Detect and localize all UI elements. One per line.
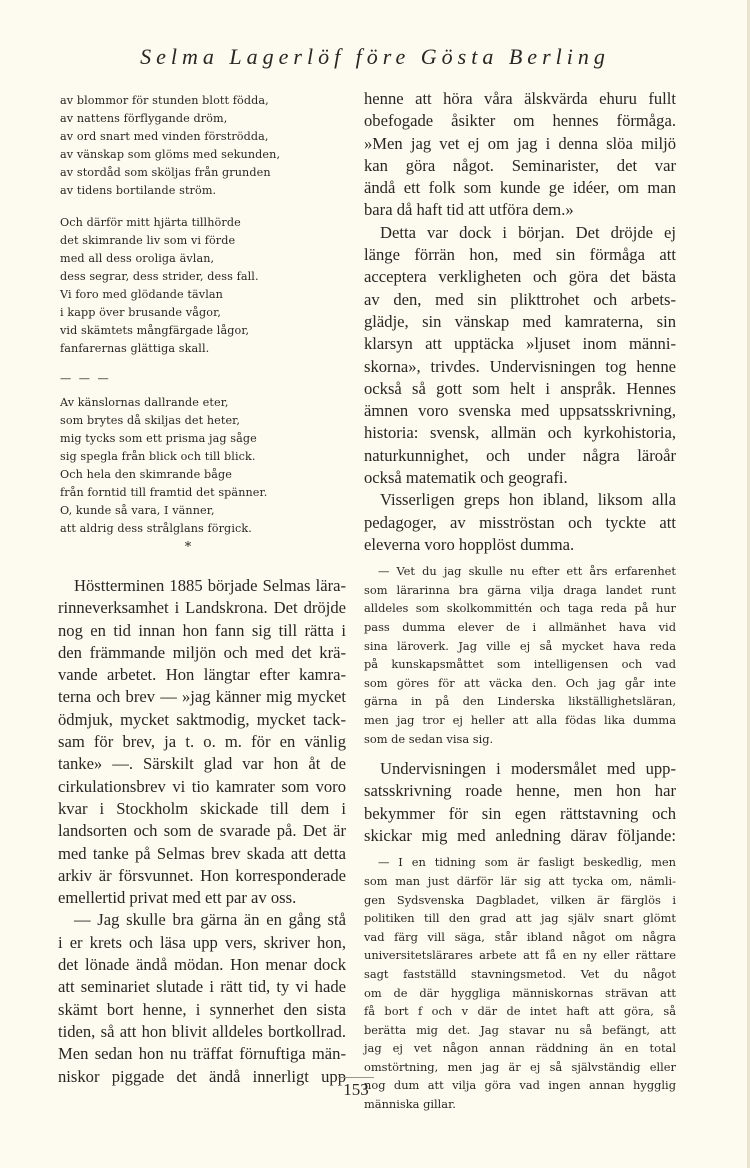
text-line: av den, med sin plikttrohet och arbets- — [364, 289, 676, 309]
right-column — [364, 88, 676, 1114]
text-line: terna och brev — »jag känner mig mycket — [58, 687, 346, 707]
text-line: Visserligen greps hon ibland, liksom alla — [380, 490, 676, 510]
text-line: men jag tror ej heller att alla födas lika dumma — [364, 712, 676, 727]
text-line: med tanke på Selmas brev skada att detta — [58, 843, 346, 863]
poem-line: av stordåd som sköljas från grunden — [60, 166, 271, 179]
text-line: omstörtning, men jag är ej så självständig eller — [364, 1059, 676, 1074]
text-line: det lönade ändå mödan. Hon menar dock — [58, 955, 346, 975]
poem-line: av nattens förflygande dröm, — [60, 112, 228, 125]
text-line: som de sedan visa sig. — [364, 731, 494, 746]
text-line: naturkunnighet, och under några läroår — [364, 445, 676, 465]
text-line: — I en tidning som är fasligt beskedlig, men — [378, 855, 676, 870]
text-line: bekymmer för sin egen rättstavning och — [364, 803, 676, 823]
paragraph-1 — [364, 88, 676, 222]
running-head: Selma Lagerlöf före Gösta Berling — [140, 44, 610, 69]
text-line: som göres för att väcka den. Och jag går inte — [364, 675, 676, 690]
text-line: henne att höra våra älskvärda ehuru fullt — [364, 89, 676, 108]
poem-line: av blommor för stunden blott födda, — [60, 94, 269, 107]
text-line: om de där hyggliga människornas strävan att — [364, 985, 676, 1000]
poem-line: Vi foro med glödande tävlan — [60, 288, 223, 301]
left-body-text — [58, 575, 346, 1088]
text-line: kan göra något. Seminarister, det var — [364, 155, 676, 175]
poem-line: sig spegla från blick och till blick. — [60, 450, 256, 463]
poem-line: dess segrar, dess strider, dess fall. — [60, 270, 259, 283]
text-line: den främmande miljön och med det krä- — [58, 642, 346, 662]
poem-line: mig tycks som ett prisma jag såge — [60, 432, 257, 445]
poem-line: av ord snart med vinden förströdda, — [60, 130, 269, 143]
text-line: bara då haft tid att utföra dem.» — [364, 200, 574, 220]
text-line: glädje, sin vänskap med kamraterna, sin — [364, 311, 676, 331]
poem-line: det skimrande liv som vi förde — [60, 234, 236, 247]
poem-line: fanfarernas glättiga skall. — [60, 342, 210, 355]
poem-line: av vänskap som glöms med sekunden, — [60, 148, 281, 161]
poem-line: med all dess oroliga ävlan, — [60, 252, 215, 265]
poem-line: som brytes då skiljas det heter, — [60, 414, 241, 427]
text-line: obefogade åsikter om hennes förmåga. — [364, 111, 676, 131]
text-line: att seminariet slutade i rätt tid, ty vi hade — [58, 977, 346, 997]
text-line: tanke» —. Särskilt glad var hon åt de — [58, 754, 346, 774]
text-line: pass dumma elever de i allmänhet hava vid — [364, 620, 676, 635]
text-line: »Men jag vet ej om jag i denna slöa miljö — [364, 133, 676, 153]
text-line: ämnen voro svenska med uppsatsskrivning, — [364, 401, 676, 421]
poem-line: vid skämtets mångfärgade lågor, — [60, 324, 250, 337]
paragraph-3 — [364, 489, 676, 556]
poem-line: Och hela den skimrande båge — [60, 468, 232, 481]
text-line: människa gillar. — [364, 1097, 456, 1112]
poem-line: i kapp över brusande vågor, — [60, 306, 221, 319]
text-line: gärna in på den Linderska likställighetsläran, — [364, 694, 676, 709]
text-line: — Vet du jag skulle nu efter ett års erfarenhet — [378, 564, 676, 579]
poem-line: Av känslornas dallrande eter, — [60, 396, 229, 409]
text-line: Höstterminen 1885 började Selmas lära- — [74, 576, 346, 595]
text-line: — Jag skulle bra gärna än en gång stå — [74, 910, 346, 930]
text-line: också matematik och geografi. — [364, 468, 568, 488]
text-line: historia: svensk, allmän och kyrkohistoria, — [364, 423, 676, 443]
text-line: ändå ett folk som kunde ge idéer, om man — [364, 178, 676, 198]
poem-line: att aldrig dess strålglans förgick. — [60, 522, 252, 535]
text-line: Detta var dock i början. Det dröjde ej — [380, 222, 676, 242]
text-line: som man just därför lär sig att tycka om, nämli- — [364, 873, 676, 888]
poem-line: O, kunde så vara, I vänner, — [60, 504, 215, 517]
text-line: sagt fastställd stavningsmetod. Vet du något — [364, 966, 676, 981]
text-line: vad färg vill säga, står ibland något om några — [364, 929, 676, 944]
text-line: gen Sydsvenska Dagbladet, vilken är färglös i — [364, 892, 676, 907]
text-line: arkiv är försvunnet. Hon korresponderade — [58, 865, 346, 885]
text-line: Undervisningen i modersmålet med upp- — [380, 759, 676, 779]
text-line: få bort f och v där de intet haft att göra, så — [364, 1004, 676, 1019]
paragraph-4 — [364, 758, 676, 847]
section-break-asterisk: * — [184, 540, 192, 555]
poem-line: Och därför mitt hjärta tillhörde — [60, 216, 241, 229]
text-line: jag ej vet någon annan räddning än en total — [364, 1041, 676, 1056]
text-line: klarsyn att upptäcka »ljuset inom männi- — [364, 334, 676, 354]
text-line: eleverna voro hopplöst dumma. — [364, 534, 575, 554]
text-line: Men sedan hon nu träffat förnuftiga män- — [58, 1044, 346, 1064]
poem-line: av tidens bortilande ström. — [60, 184, 217, 197]
text-line: på kunskapsmåttet som intelligensen och vad — [364, 657, 676, 672]
poem-stanza-3 — [60, 394, 318, 538]
text-line: rinneverksamhet i Landskrona. Det dröjde — [58, 598, 346, 618]
stanza-separator: — — — — [60, 372, 111, 385]
text-line: skorna», trivdes. Undervisningen tog henne — [364, 356, 676, 376]
text-line: kvar i Stockholm skickade till dem i — [58, 798, 346, 818]
text-line: acceptera verkligheten och göra det bästa — [364, 267, 676, 287]
poem-stanza-2 — [60, 214, 318, 358]
text-line: skämt bort henne, i synnerhet den sista — [58, 999, 346, 1019]
text-line: pedagoger, av misströstan och tyckte att — [364, 512, 676, 532]
text-line: nog en tid innan hon fann sig till rätta i — [58, 620, 346, 640]
text-line: nog dum att vilja göra vad ingen annan hygglig — [364, 1078, 676, 1093]
folio-rule — [338, 1077, 374, 1078]
text-line: ödmjuk, mycket saktmodig, mycket tack- — [58, 709, 346, 729]
quote-letter-1 — [364, 562, 676, 748]
text-line: satsskrivning roade henne, men hon har — [364, 781, 676, 801]
text-line: också så gott som helt i anspråk. Hennes — [364, 378, 676, 398]
poem-stanza-1 — [60, 92, 318, 200]
quote-letter-2 — [364, 853, 676, 1113]
text-line: tiden, så att hon blivit alldeles bortkollrad. — [58, 1021, 346, 1041]
text-line: politiken till den grad att jag själv snart glömt — [364, 911, 676, 926]
text-line: niskor piggade det ändå innerligt upp — [58, 1066, 346, 1086]
paragraph-2 — [364, 222, 676, 490]
text-line: som lärarinna bra gärna vilja draga landet runt — [364, 582, 676, 597]
text-line: alldeles som skolkommittén och taga reda på hur — [364, 601, 676, 616]
text-line: berätta mig det. Jag stavar nu så befängt, att — [364, 1022, 676, 1037]
text-line: universitetslärares arbete att få en ny eller rättare — [364, 948, 676, 963]
page-number: 153 — [343, 1080, 369, 1099]
text-line: i er krets och läsa upp vers, skriver hon, — [58, 932, 346, 952]
text-line: cirkulationsbrev vi tio kamrater som voro — [58, 776, 346, 796]
poem-line: från forntid till framtid det spänner. — [60, 486, 268, 499]
poem — [60, 92, 318, 552]
text-line: skickar mig med anledning därav följande: — [364, 826, 676, 846]
text-line: sina läroverk. Jag ville ej så mycket hava reda — [364, 638, 676, 653]
text-line: emellertid privat med ett par av oss. — [58, 888, 297, 908]
text-line: sam för brev, ja t. o. m. för en vänlig — [58, 732, 346, 752]
text-line: vande arbetet. Hon längtar efter kamra- — [58, 665, 346, 685]
text-line: länge förrän hon, med sin förmåga att — [364, 245, 676, 265]
text-line: landsorten och som de svarade på. Det är — [58, 821, 346, 841]
